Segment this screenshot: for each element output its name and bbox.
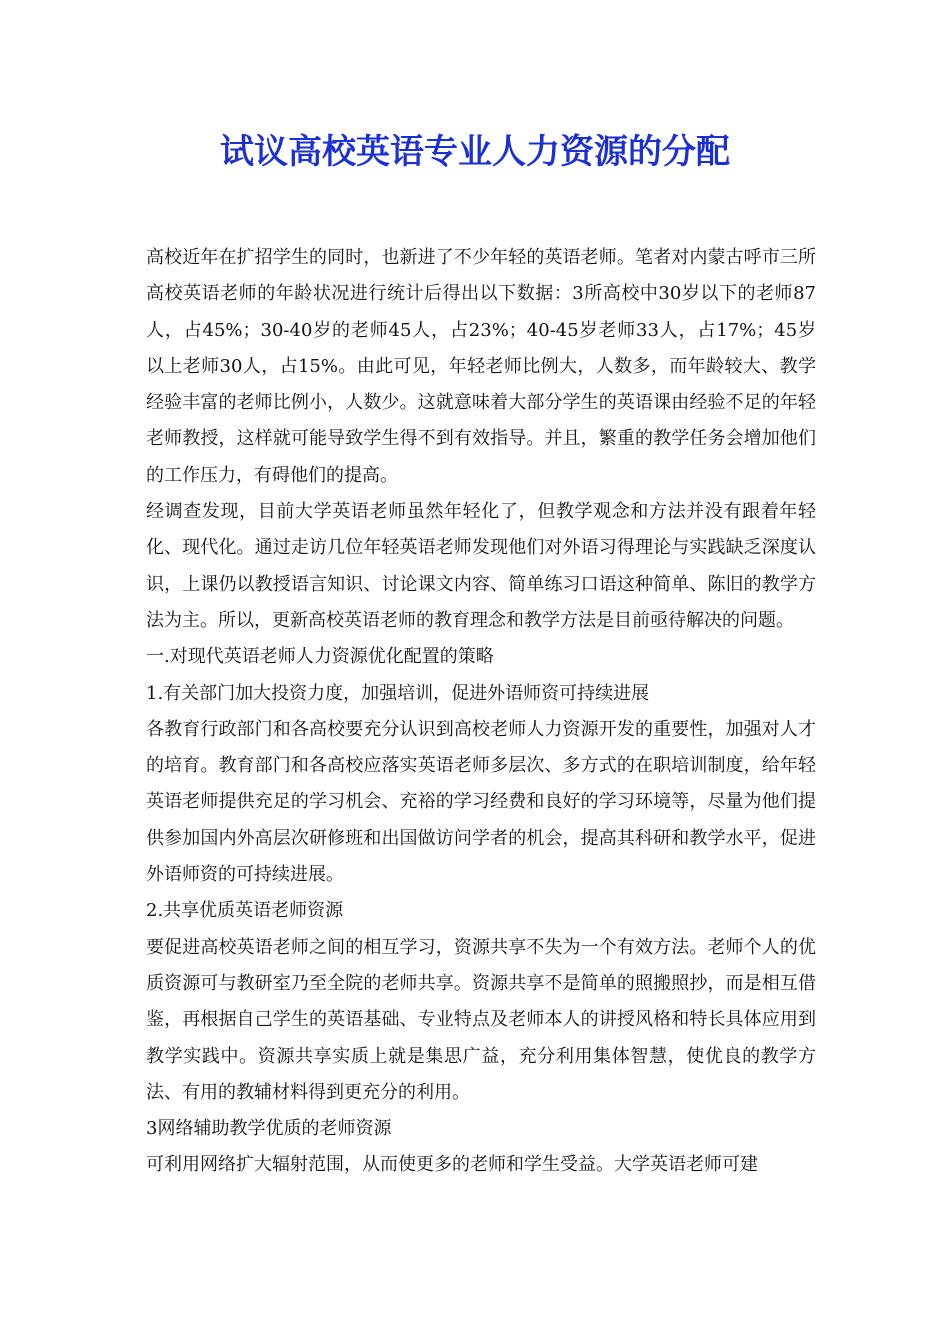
document-title: 试议高校英语专业人力资源的分配: [220, 132, 730, 172]
paragraph-survey-findings: 经调查发现，目前大学英语老师虽然年轻化了，但教学观念和方法并没有跟着年轻化、现代化。通过走访几位年轻英语老师发现他们对外语习得理论与实践缺乏深度认识，上课仍以教授语言知识、讨论课文内容、简单练习口语这种简单、陈旧的教学方法为主。所以，更新高校英语老师的教育理念和教学方法是目前亟待解决的问题。: [146, 501, 816, 631]
paragraph-age-statistics: 高校近年在扩招学生的同时，也新进了不少年轻的英语老师。笔者对内蒙古呼市三所高校英语老师的年龄状况进行统计后得出以下数据：3所高校中30岁以下的老师87人，占45%；30-40岁的老师45人，占23%；40-45岁老师33人，占17%；45岁以上老师30人，占15%。由此可见，年轻老师比例大，人数多，而年龄较大、教学经验丰富的老师比例小，人数少。这就意味着大部分学生的英语课由经验不足的年轻老师教授，这样就可能导致学生得不到有效指导。并且，繁重的教学任务会增加他们的工作压力，有碍他们的提高。: [146, 247, 816, 486]
paragraph-network-teaching: 可利用网络扩大辐射范围，从而使更多的老师和学生受益。大学英语老师可建: [146, 1154, 758, 1176]
subheading-resource-sharing: 2.共享优质英语老师资源: [146, 900, 344, 922]
document-body: [146, 240, 816, 1184]
section-heading-strategies: 一.对现代英语老师人力资源优化配置的策略: [146, 646, 494, 668]
subheading-network-teaching: 3网络辅助教学优质的老师资源: [146, 1118, 392, 1140]
paragraph-investment-training: 各教育行政部门和各高校要充分认识到高校老师人力资源开发的重要性，加强对人才的培育。教育部门和各高校应落实英语老师多层次、多方式的在职培训制度，给年轻英语老师提供充足的学习机会、充裕的学习经费和良好的学习环境等，尽量为他们提供参加国内外高层次研修班和出国做访问学者的机会，提高其科研和教学水平，促进外语师资的可持续进展。: [146, 718, 816, 886]
paragraph-resource-sharing: 要促进高校英语老师之间的相互学习，资源共享不失为一个有效方法。老师个人的优质资源可与教研室乃至全院的老师共享。资源共享不是简单的照搬照抄，而是相互借鉴，再根据自己学生的英语基础、专业特点及老师本人的讲授风格和特长具体应用到教学实践中。资源共享实质上就是集思广益，充分利用集体智慧，使优良的教学方法、有用的教辅材料得到更充分的利用。: [146, 936, 816, 1103]
subheading-investment-training: 1.有关部门加大投资力度，加强培训，促进外语师资可持续进展: [146, 682, 650, 704]
